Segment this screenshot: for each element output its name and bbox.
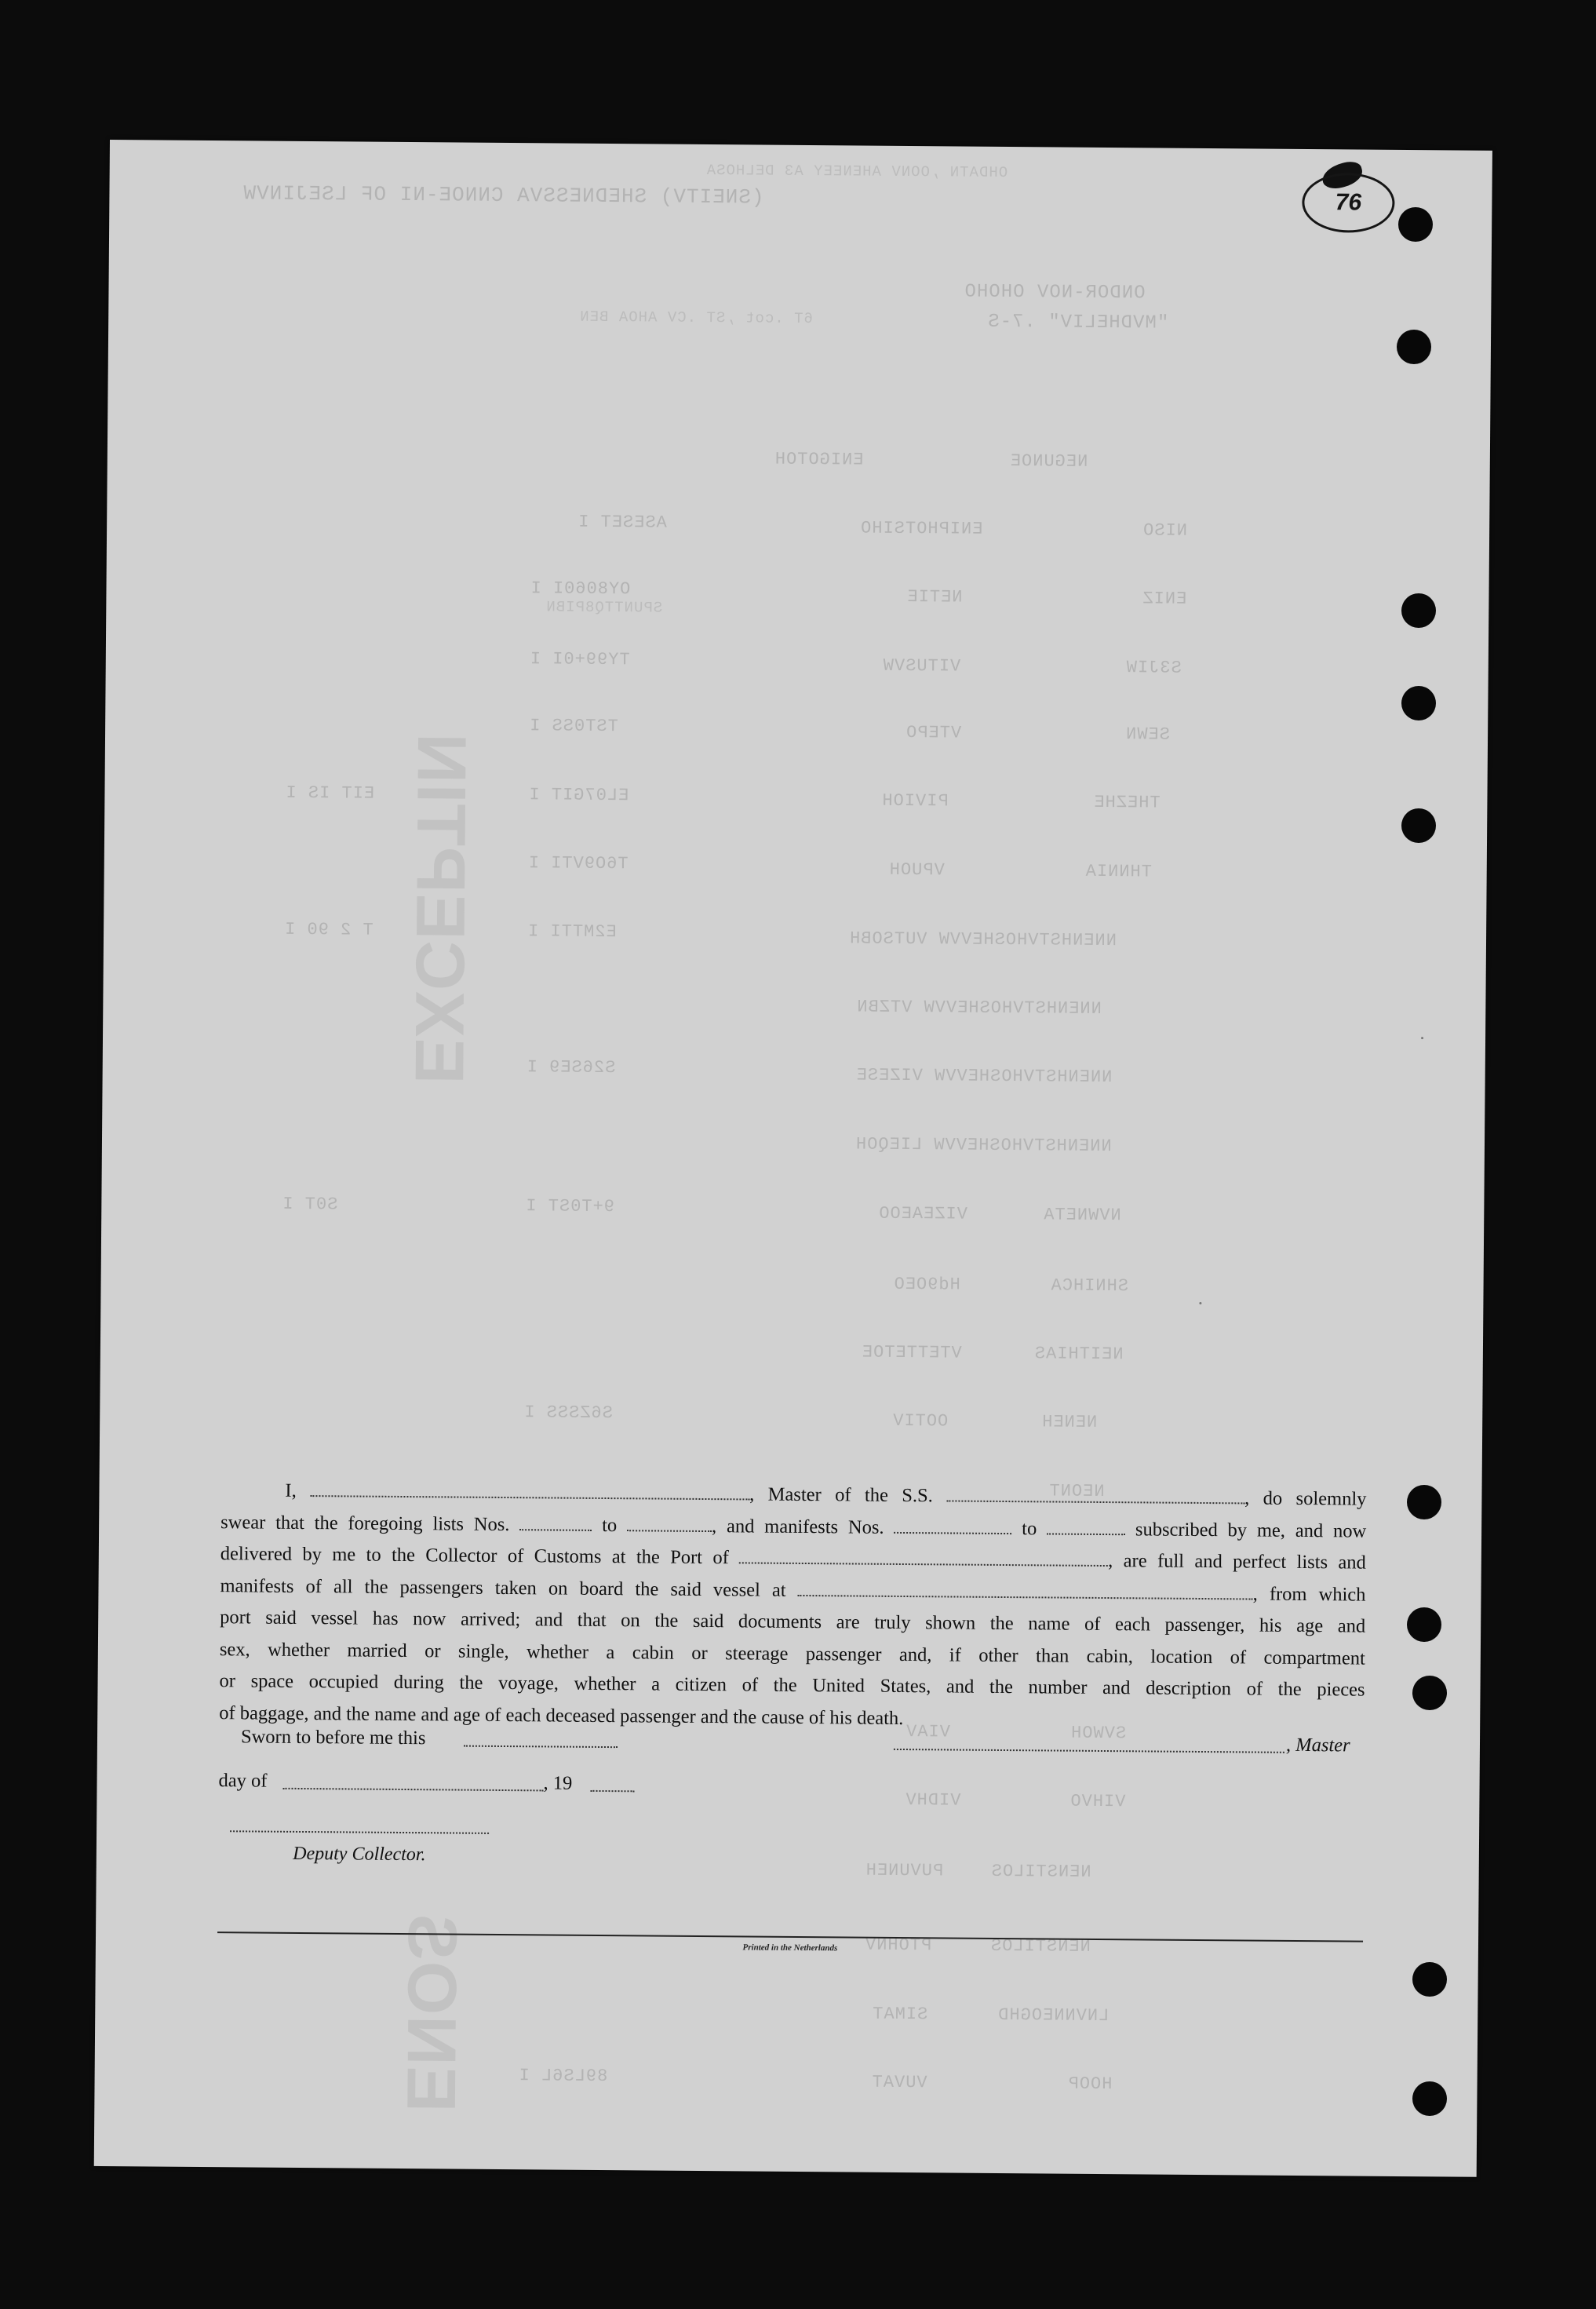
- ghost-text: THNNIA: [1084, 861, 1153, 882]
- punch-hole: [1412, 1962, 1447, 1997]
- ghost-text: 89LS6L I: [518, 2066, 608, 2087]
- ghost-text: NETIE: [906, 586, 963, 607]
- ghost-text: PTOHNV: [864, 1935, 932, 1956]
- ghost-text: VIZEAEOO: [878, 1203, 968, 1224]
- ghost-text: NNENHSTVHOSHEVVW VTZBN: [856, 997, 1102, 1019]
- sworn-date-blank[interactable]: [464, 1730, 618, 1749]
- ghost-text: SEWN: [1124, 724, 1170, 745]
- ship-name-blank[interactable]: [946, 1484, 1244, 1504]
- oath-line-7: or space occupied during the voyage, whether a citizen of the United States, and the number and description of the pieces: [219, 1670, 1365, 1701]
- ghost-text: VPUOH: [888, 859, 945, 881]
- master-name-blank[interactable]: [310, 1479, 749, 1500]
- ghost-text: T6O9VTI I: [527, 853, 629, 874]
- ghost-text: PUVUNEH: [865, 1860, 944, 1881]
- punch-hole: [1397, 330, 1431, 364]
- ghost-text: S3JIW: [1125, 658, 1182, 678]
- ghost-text: ENOS: [392, 1913, 472, 2113]
- punch-hole: [1401, 686, 1436, 720]
- ghost-text: NEGUNOE: [1009, 451, 1088, 472]
- list-from-blank[interactable]: [519, 1513, 592, 1531]
- punch-hole: [1398, 207, 1433, 242]
- ghost-text: NVWNETA: [1043, 1205, 1121, 1226]
- ghost-text: NNENHSTVHOSHEVVW LIEQOH: [854, 1134, 1112, 1157]
- ghost-text: OY8060I I: [530, 578, 631, 600]
- ghost-text: NISO: [1142, 520, 1188, 541]
- ghost-text: S6ZSSS I: [523, 1403, 613, 1424]
- ghost-text: ASESET I: [578, 512, 667, 533]
- manifest-to-blank[interactable]: [1047, 1517, 1125, 1535]
- master-oath-paragraph: [219, 1475, 1366, 1738]
- ghost-text: THEZHE: [1093, 792, 1161, 813]
- ghost-text: EL07GIT I: [528, 785, 629, 806]
- ghost-text: "MVDHELIV" .7-S: [987, 311, 1169, 334]
- list-to-blank[interactable]: [627, 1514, 712, 1532]
- master-label: , Master: [1285, 1734, 1350, 1756]
- ghost-text: Hd9OEO: [893, 1274, 960, 1295]
- ghost-text: NNENHSTVHOSHEVVW VUTSOBH: [848, 928, 1117, 951]
- departure-port-blank[interactable]: [798, 1578, 1253, 1600]
- year-blank[interactable]: [590, 1775, 634, 1792]
- day-of-label: day of: [218, 1770, 268, 1792]
- punch-hole: [1407, 1607, 1441, 1642]
- day-row: [218, 1770, 1364, 1822]
- ghost-text: 9+T0ST I: [525, 1196, 615, 1217]
- ghost-text: NNENHSTVHOSHEVVW VIZESE: [855, 1065, 1113, 1088]
- ghost-text: NENSTILOS: [990, 1861, 1091, 1882]
- manifest-from-blank[interactable]: [894, 1516, 1011, 1534]
- ghost-text: NEITHIAS: [1033, 1344, 1124, 1365]
- punch-hole: [1407, 1485, 1441, 1519]
- ghost-text: ENIZ: [1142, 589, 1187, 609]
- oath-line-2: swear that the foregoing lists Nos. to , and manifests Nos. to subscribed by me, and now: [220, 1511, 1367, 1542]
- ghost-text: 6T .cot ,ST .CV AHOA BEN: [579, 308, 813, 328]
- ghost-text: S26SE9 I: [526, 1057, 616, 1078]
- ghost-text: PIVIOH: [881, 790, 949, 812]
- oath-line-4: manifests of all the passengers taken on board the said vessel at , from which: [220, 1574, 1366, 1606]
- manifest-sheet: [94, 140, 1492, 2177]
- speck: [1421, 1037, 1423, 1039]
- ghost-text: E2MTTI I: [527, 921, 617, 943]
- ghost-text: SIMAT: [872, 2004, 928, 2025]
- ghost-text: NEONT: [1048, 1481, 1105, 1502]
- oath-line-8: of baggage, and the name and age of each deceased passenger and the cause of his death.: [219, 1702, 904, 1729]
- ghost-text: ENIPHOTSIHO: [860, 518, 983, 539]
- ghost-text: VIAV: [905, 1722, 951, 1742]
- ghost-text: LNVNNEOGHD: [997, 2004, 1110, 2026]
- port-blank[interactable]: [739, 1546, 1108, 1567]
- year-label: , 19: [543, 1772, 573, 1794]
- page-number-stamp: 76: [1302, 173, 1395, 233]
- ghost-text: T 2 90 I: [284, 919, 373, 940]
- ghost-text: EXCEPTIN: [400, 731, 482, 1085]
- ghost-text: HOOP: [1067, 2074, 1113, 2095]
- oath-line-6: sex, whether married or single, whether a cabin or steerage passenger and, if other than cabin, location of compartment: [219, 1638, 1365, 1669]
- oath-line-1: I, , Master of the S.S. , do solemnly: [285, 1479, 1367, 1510]
- ghost-text: NENSTILOS: [989, 1935, 1091, 1957]
- ghost-text: EIT IS I: [285, 782, 375, 804]
- deputy-collector-label: Deputy Collector.: [293, 1843, 426, 1866]
- deputy-collector-signature: [230, 1830, 489, 1866]
- ghost-text: VIHVO: [1069, 1791, 1126, 1812]
- ghost-text: VTEPO: [905, 722, 962, 743]
- month-blank[interactable]: [282, 1772, 543, 1792]
- ghost-text: TST0SS I: [529, 716, 618, 737]
- ghost-text: ONDOR-NOV OHOHO: [964, 281, 1146, 305]
- sworn-block: [218, 1723, 1365, 1822]
- ghost-text: VIDHV: [905, 1790, 961, 1811]
- ghost-text: (SNEITV) SHEDNESSVA CNNOE-NI OF LSEJINVW: [242, 181, 764, 210]
- ghost-text: SVWOH: [1069, 1723, 1127, 1744]
- ghost-text: VTETTETOE: [861, 1342, 962, 1363]
- master-signature-blank[interactable]: [894, 1733, 1284, 1753]
- sworn-label: Sworn to before me this: [240, 1726, 426, 1749]
- ghost-text: SPUNTTQ8PIBN: [545, 598, 663, 617]
- ghost-text: VUVAT: [871, 2072, 927, 2093]
- ghost-text: S0T I: [282, 1194, 338, 1215]
- punch-hole: [1412, 2081, 1447, 2116]
- ghost-text: VITUSVW: [882, 655, 961, 677]
- ghost-text: NENEH: [1041, 1412, 1098, 1432]
- ghost-text: SHNIHCA: [1050, 1275, 1129, 1297]
- speck: [1199, 1302, 1201, 1304]
- ghost-text: ENIGOTOH: [774, 449, 864, 470]
- oath-line-5: port said vessel has now arrived; and that on the said documents are truly shown the name of each passenger, his age and: [220, 1607, 1366, 1637]
- oath-line-3: delivered by me to the Collector of Customs at the Port of , are full and perfect lists and: [220, 1543, 1366, 1574]
- punch-hole: [1401, 808, 1436, 843]
- punch-hole: [1412, 1676, 1447, 1710]
- ghost-text: OOTIV: [892, 1410, 949, 1432]
- ghost-text: TY99+0I I: [529, 649, 630, 670]
- punch-hole: [1401, 593, 1436, 628]
- printed-in-notice: Printed in the Netherlands: [742, 1942, 838, 1953]
- deputy-signature-line[interactable]: [230, 1830, 489, 1834]
- ghost-text: OHDATN ,OONV AHENEEY A3 DELHOSA: [705, 161, 1008, 181]
